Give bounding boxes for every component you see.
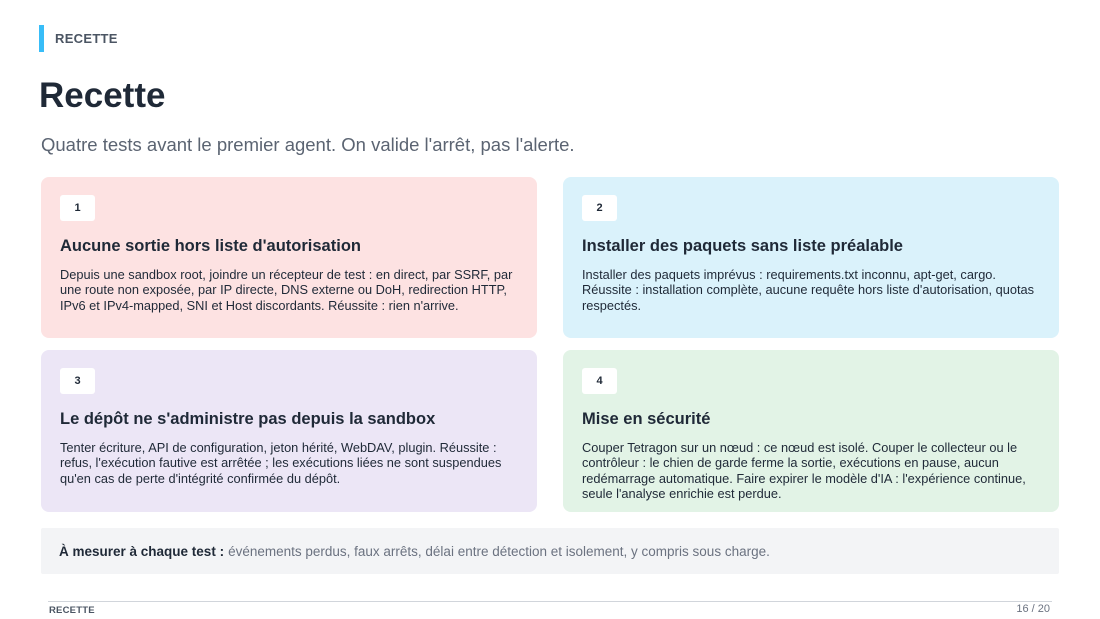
card-title: Installer des paquets sans liste préalable xyxy=(582,237,903,255)
footer-section-label: RECETTE xyxy=(49,605,95,616)
measure-text: événements perdus, faux arrêts, délai entre détection et isolement, y compris sous charge. xyxy=(228,543,770,559)
section-label: RECETTE xyxy=(55,31,118,46)
test-card-3 xyxy=(41,350,537,512)
section-eyebrow xyxy=(39,25,118,52)
test-card-2 xyxy=(563,177,1059,338)
card-description: Couper Tetragon sur un nœud : ce nœud est isolé. Couper le collecteur ou le contrôleur : le chien de garde ferme la sortie, exécutions en pause, aucun redémarrage automatique. Faire expirer le modèle d'IA : l'expérience continue, seule l'analyse enrichie est perdue. xyxy=(582,440,1026,501)
card-description: Tenter écriture, API de configuration, jeton hérité, WebDAV, plugin. Réussite : refus, l'exécution fautive est arrêtée ; les exécutions liées ne sont suspendues qu'en cas de perte d'intégrité confirmée du dépôt. xyxy=(60,440,502,486)
card-title: Mise en sécurité xyxy=(582,410,711,428)
card-title: Le dépôt ne s'administre pas depuis la sandbox xyxy=(60,410,436,428)
card-description: Installer des paquets imprévus : requirements.txt inconnu, apt-get, cargo. Réussite : installation complète, aucune requête hors liste d'autorisation, quotas respectés. xyxy=(582,267,1035,313)
accent-bar xyxy=(39,25,44,52)
test-card-4 xyxy=(563,350,1059,512)
card-number-badge: 3 xyxy=(60,368,95,394)
test-card-1 xyxy=(41,177,537,338)
footer-divider xyxy=(48,601,1052,602)
test-cards-grid xyxy=(41,177,1059,512)
card-title: Aucune sortie hors liste d'autorisation xyxy=(60,237,361,255)
card-number-badge: 4 xyxy=(582,368,617,394)
measure-note xyxy=(41,528,1059,574)
measure-label: À mesurer à chaque test : xyxy=(59,543,225,559)
page-title: Recette xyxy=(39,76,166,115)
card-number-badge: 2 xyxy=(582,195,617,221)
page-subtitle: Quatre tests avant le premier agent. On valide l'arrêt, pas l'alerte. xyxy=(41,134,575,155)
card-number-badge: 1 xyxy=(60,195,95,221)
card-description: Depuis une sandbox root, joindre un récepteur de test : en direct, par SSRF, par une route non exposée, par IP directe, DNS externe ou DoH, redirection HTTP, IPv6 et IPv4-mapped, SNI et Host discordants. Réussite : rien n'arrive. xyxy=(60,267,513,313)
page-number: 16 / 20 xyxy=(1016,603,1050,615)
